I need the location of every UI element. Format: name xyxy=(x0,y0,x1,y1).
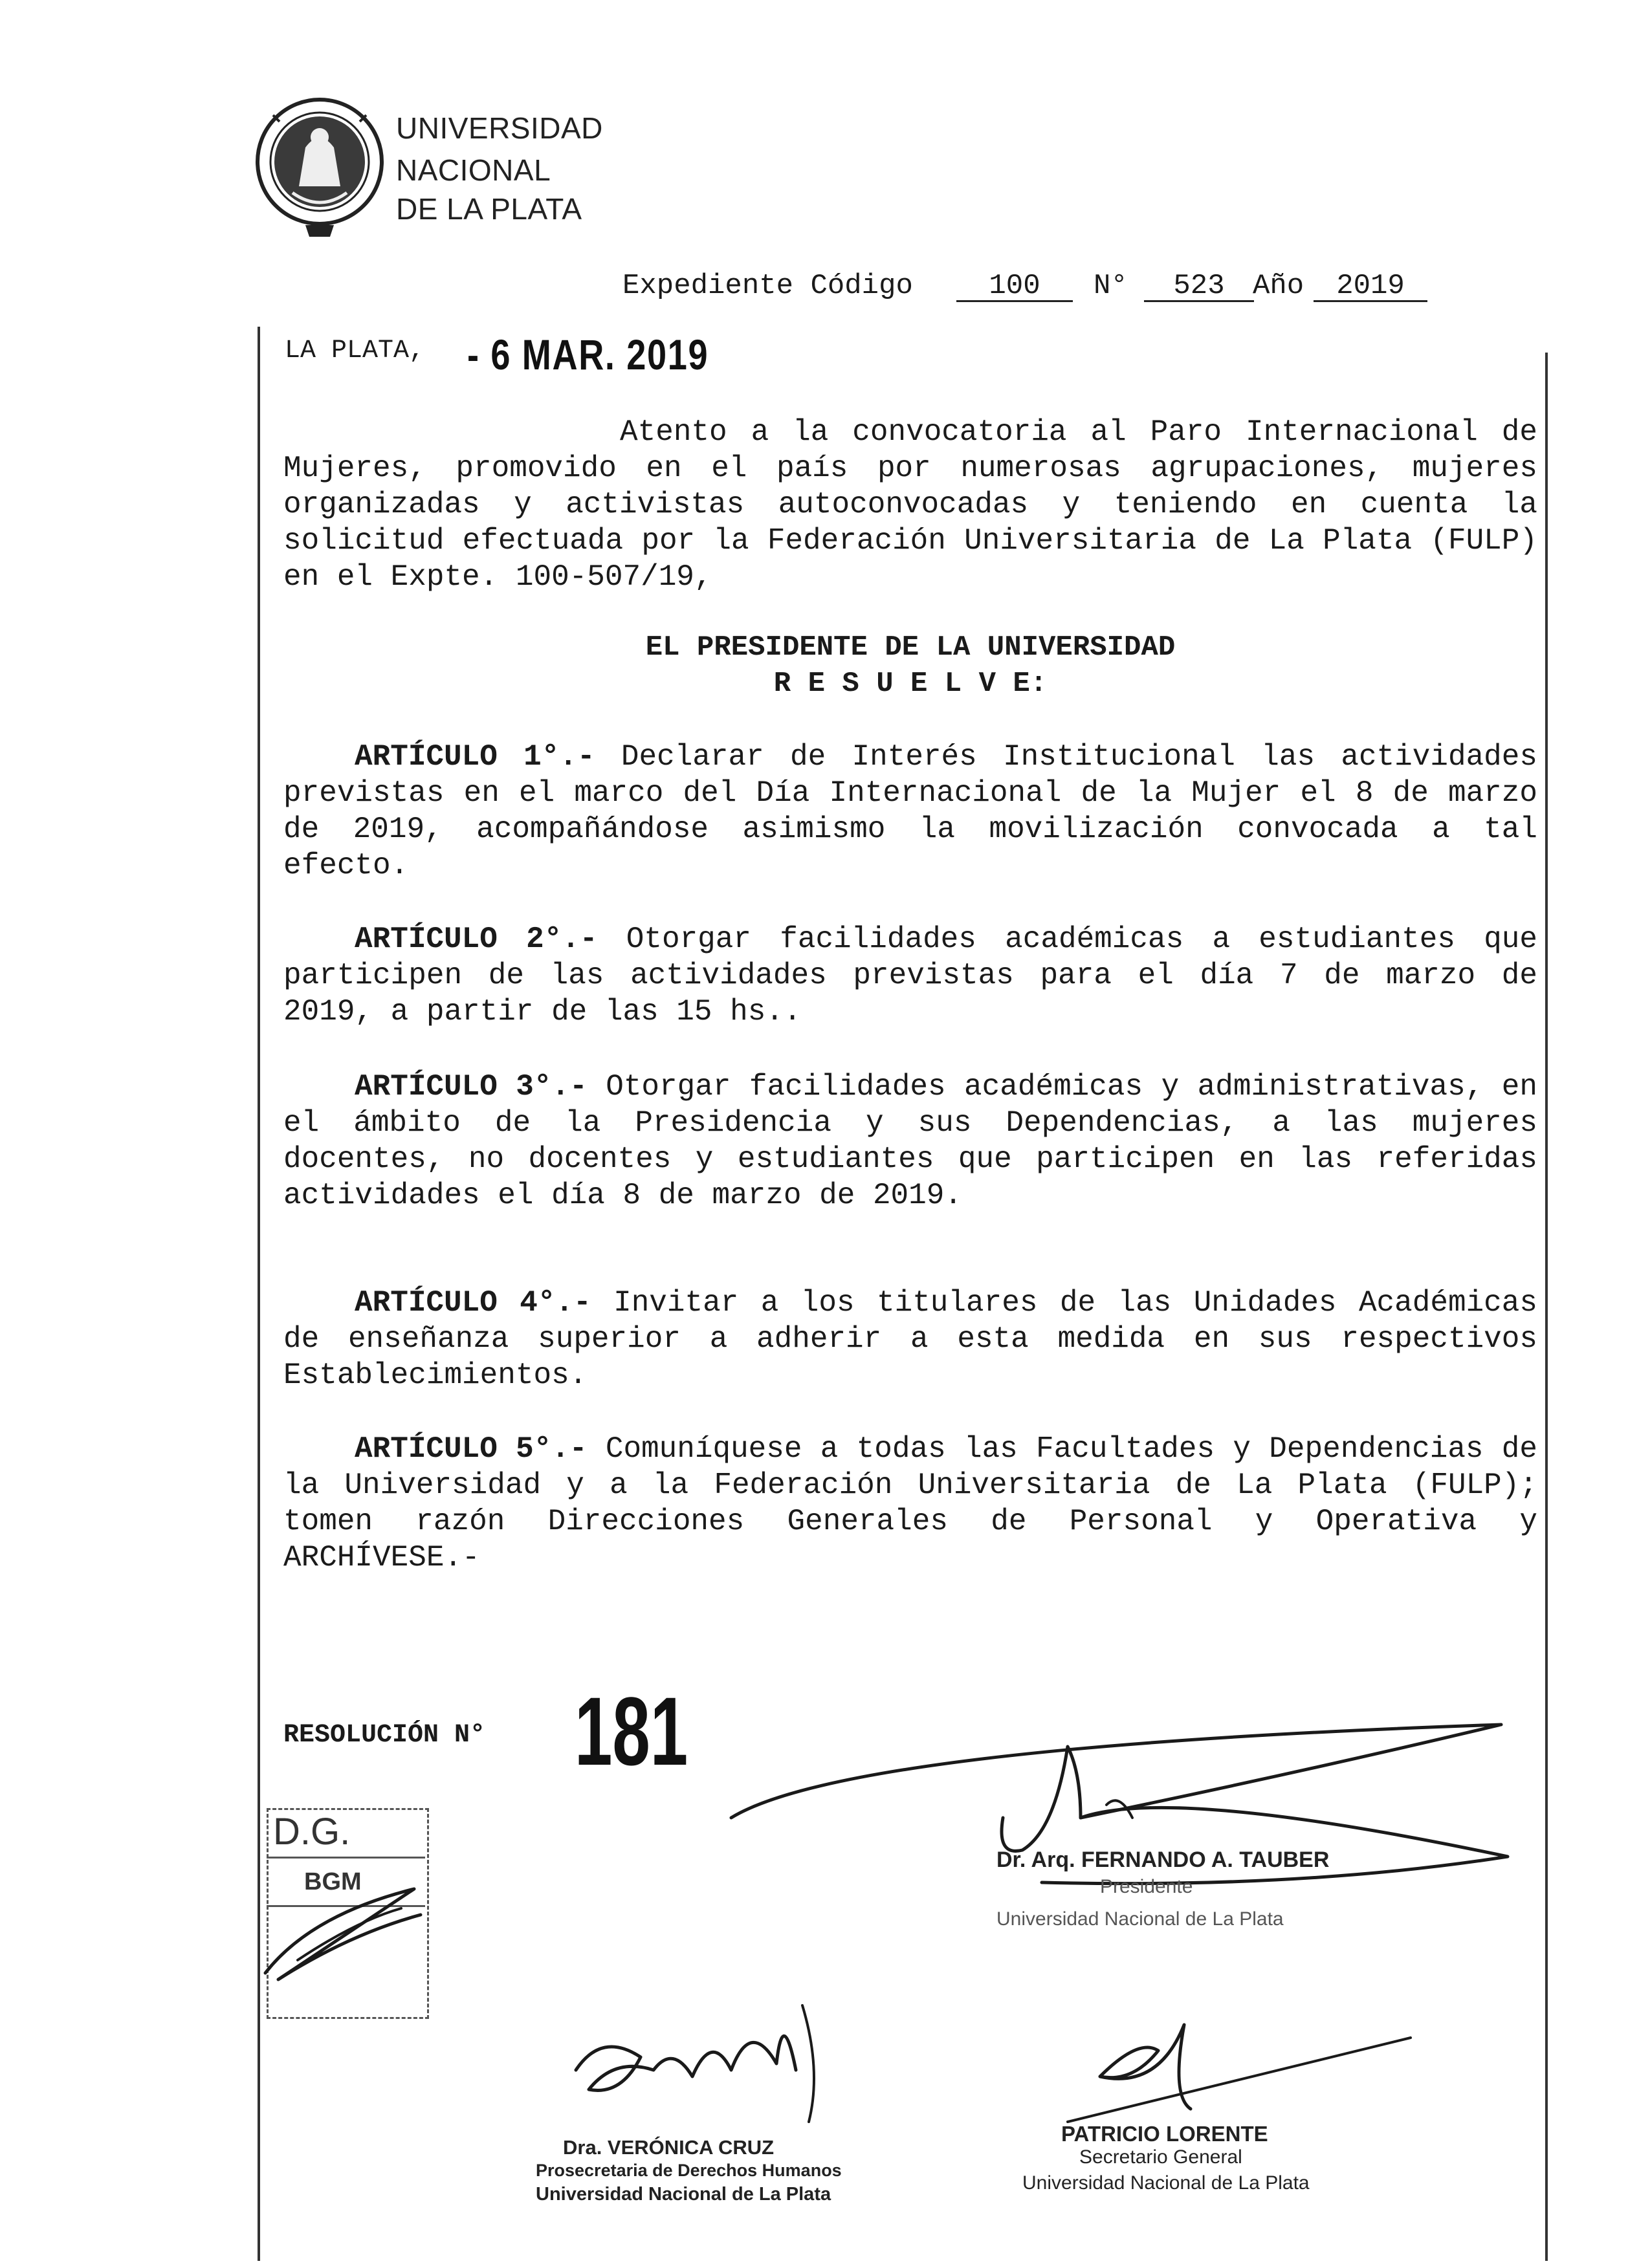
secretario-signature xyxy=(1061,2012,1424,2135)
president-institution: Universidad Nacional de La Plata xyxy=(996,1908,1284,1930)
president-name: Dr. Arq. FERNANDO A. TAUBER xyxy=(996,1848,1330,1872)
secretario-name: PATRICIO LORENTE xyxy=(1061,2122,1268,2146)
preamble-text: Atento a la convocatoria al Paro Internacional de Mujeres, promovido en el país por numerosas agrupaciones, mujeres organizadas y activistas autoconvocadas y teniendo en cuenta la solicitud efectuada por la Federación Universitaria de La Plata (FULP) en el Expte. 100-507/19, xyxy=(283,415,1537,594)
expediente-anio: 2019 xyxy=(1314,272,1427,302)
prosecretaria-institution: Universidad Nacional de La Plata xyxy=(536,2184,831,2205)
prosecretaria-signature xyxy=(563,1992,835,2135)
article-3-text: Otorgar facilidades académicas y administrativas, en el ámbito de la Presidencia y sus Dependencias, a las mujeres docentes, no docentes y estudiantes que participen en las referidas actividades el día 8 de marzo de 2019. xyxy=(283,1070,1538,1212)
article-3 xyxy=(283,1069,1537,1214)
article-2-title: ARTÍCULO 2°.- xyxy=(355,922,598,956)
stamp-divider xyxy=(267,1857,425,1859)
institution-name-line-3: DE LA PLATA xyxy=(396,192,582,226)
article-2-text: Otorgar facilidades académicas a estudiantes que participen de las actividades previstas para el día 7 de marzo de 2019, a partir de las 15 hs.. xyxy=(283,922,1538,1029)
article-5-text: Comuníquese a todas las Facultades y Dependencias de la Universidad y a la Federación Universitaria de La Plata (FULP); tomen razón Direcciones Generales de Personal y Operativa y ARCHÍVESE.- xyxy=(283,1432,1538,1575)
stamp-line-1: D.G. xyxy=(273,1811,351,1853)
prosecretaria-role: Prosecretaria de Derechos Humanos xyxy=(536,2161,842,2180)
article-5-title: ARTÍCULO 5°.- xyxy=(355,1432,588,1466)
article-1-text: Declarar de Interés Institucional las actividades previstas en el marco del Día Internacional de la Mujer el 8 de marzo de 2019, acompañándose asimismo la movilización convocada a tal efecto. xyxy=(283,740,1537,882)
secretario-institution: Universidad Nacional de La Plata xyxy=(1022,2172,1310,2194)
resolution-number: 181 xyxy=(575,1677,688,1785)
secretario-role: Secretario General xyxy=(1079,2146,1242,2168)
university-seal-logo xyxy=(254,89,390,245)
article-2 xyxy=(283,921,1537,1030)
article-5 xyxy=(283,1431,1537,1576)
preamble-paragraph xyxy=(283,414,1537,595)
expediente-numero-label: N° xyxy=(1094,270,1128,302)
stamp-line-2: BGM xyxy=(304,1868,362,1895)
right-margin-line xyxy=(1545,353,1548,2261)
president-signature xyxy=(718,1721,1521,1902)
resolution-heading-line-2: R E S U E L V E: xyxy=(773,668,1048,700)
article-3-title: ARTÍCULO 3°.- xyxy=(355,1070,588,1104)
institution-name-line-1: UNIVERSIDAD xyxy=(396,111,603,145)
expediente-label: Expediente Código xyxy=(622,270,913,302)
stamp-initials-signature xyxy=(259,1876,427,1986)
article-1 xyxy=(283,739,1537,884)
article-4-title: ARTÍCULO 4°.- xyxy=(355,1286,591,1320)
resolution-heading-line-1: EL PRESIDENTE DE LA UNIVERSIDAD xyxy=(645,631,1176,664)
prosecretaria-name: Dra. VERÓNICA CRUZ xyxy=(563,2136,775,2159)
resolution-label: RESOLUCIÓN N° xyxy=(283,1721,486,1750)
place-label: LA PLATA, xyxy=(285,336,425,365)
article-4-text: Invitar a los titulares de las Unidades Académicas de enseñanza superior a adherir a esta medida en sus respectivos Establecimientos. xyxy=(283,1286,1537,1392)
expediente-anio-label: Año xyxy=(1253,270,1304,302)
expediente-numero: 523 xyxy=(1144,272,1254,302)
date-stamp: - 6 MAR. 2019 xyxy=(467,331,709,378)
article-4 xyxy=(283,1285,1537,1393)
institution-name-line-2: NACIONAL xyxy=(396,153,551,187)
article-1-title: ARTÍCULO 1°.- xyxy=(355,740,595,774)
expediente-codigo: 100 xyxy=(956,272,1073,302)
president-role: Presidente xyxy=(1100,1876,1193,1897)
